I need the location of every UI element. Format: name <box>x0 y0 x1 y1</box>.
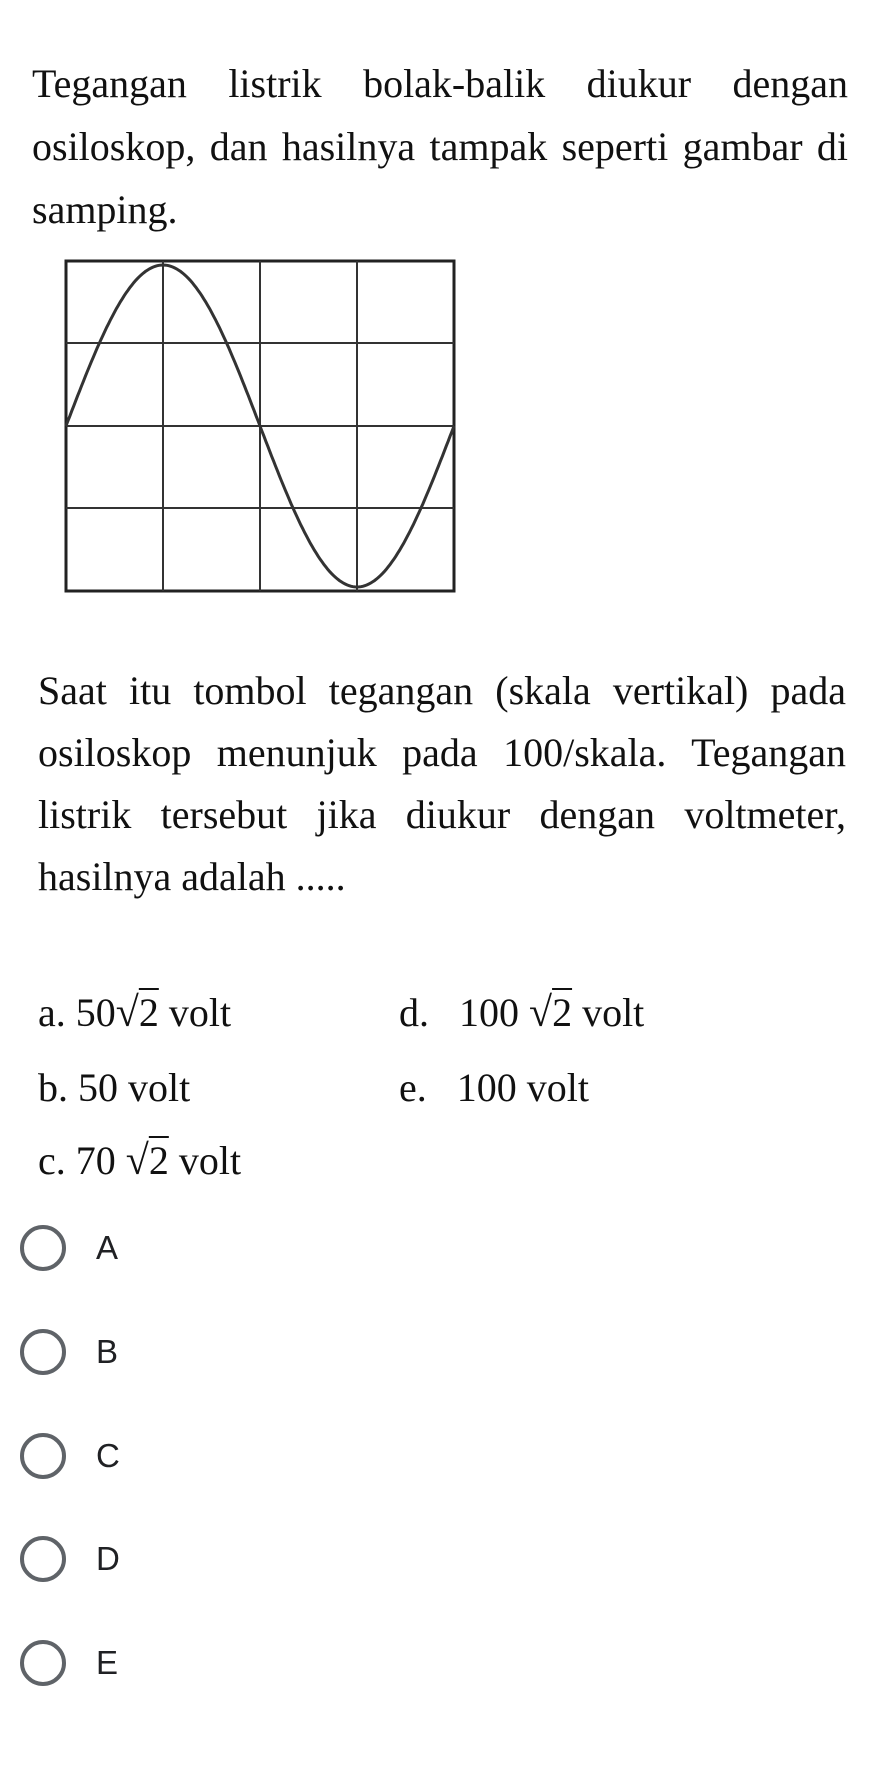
radio-circle-icon[interactable] <box>20 1640 66 1686</box>
question-intro: Tegangan listrik bolak-balik diukur dengan osiloskop, dan hasilnya tampak seperti gambar di samping. <box>32 61 848 232</box>
choice-e-radio[interactable] <box>20 1633 320 1693</box>
radio-circle-icon[interactable] <box>20 1225 66 1271</box>
question-body: Saat itu tombol tegangan (skala vertikal) pada osiloskop menunjuk pada 100/skala. Tegangan listrik tersebut jika diukur dengan voltmeter, hasilnya adalah ..... <box>38 668 846 899</box>
radio-circle-icon[interactable] <box>20 1433 66 1479</box>
option-d: d. 100 √2 volt <box>399 990 645 1036</box>
choice-label: B <box>96 1333 119 1370</box>
option-e: e. 100 volt <box>399 1065 589 1110</box>
radio-circle-icon[interactable] <box>20 1329 66 1375</box>
choice-label: E <box>96 1644 119 1681</box>
choice-label: A <box>96 1229 119 1266</box>
option-c: c. 70 √2 volt <box>38 1138 242 1184</box>
choice-c-radio[interactable] <box>20 1426 320 1486</box>
choice-a-radio[interactable] <box>20 1218 320 1278</box>
choice-label: D <box>96 1540 120 1577</box>
choice-label: C <box>96 1437 120 1474</box>
radio-circle-icon[interactable] <box>20 1536 66 1582</box>
choice-d-radio[interactable] <box>20 1529 320 1589</box>
option-a: a. 50√2 volt <box>38 990 232 1036</box>
choice-b-radio[interactable] <box>20 1322 320 1382</box>
oscilloscope-figure <box>60 255 464 599</box>
option-b: b. 50 volt <box>38 1065 191 1110</box>
